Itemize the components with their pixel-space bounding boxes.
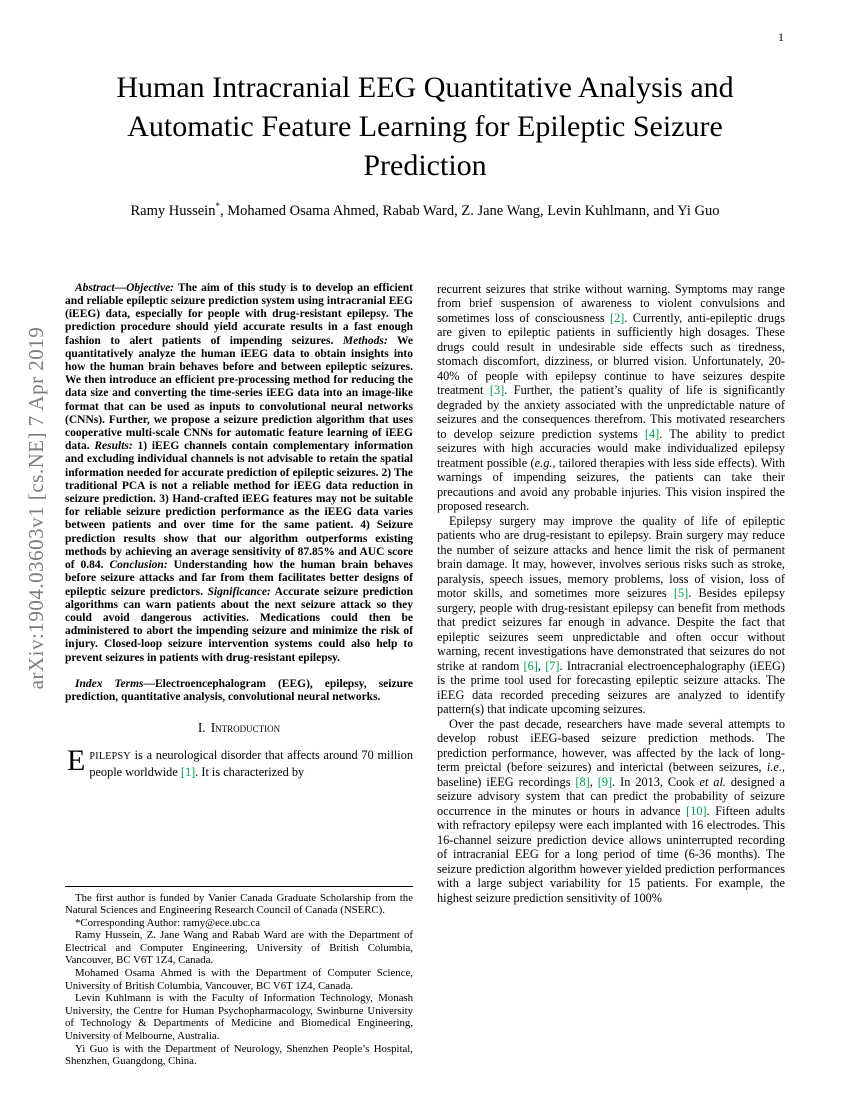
text-segment: . Intracranial electroencephalography (iEEG) is the prime tool used for forecasting epileptic seizure attacks. The iEEG data recorded preceding seizures are analyzed to identify pattern(s) that indicate upcoming seizures. bbox=[437, 658, 785, 717]
footnote-rule bbox=[65, 886, 413, 887]
section-heading-introduction bbox=[65, 720, 413, 736]
text-segment: . It is characterized by bbox=[195, 764, 305, 779]
intro-text bbox=[89, 748, 413, 779]
text-segment: . The ability to predict seizures with high accuracies would make individualized epilepsy treatment possible ( bbox=[437, 426, 785, 470]
text-segment: e.g., bbox=[534, 455, 556, 470]
text-segment: Understanding how the human brain behaves before seizure attacks and far from them facilitates better designs of epileptic seizure predictors. bbox=[65, 559, 413, 598]
text-segment: The aim of this study is to develop an efficient and reliable epileptic seizure prediction system using intracranial EEG (iEEG) data, especially for people with drug-resistant epilepsy. The prediction procedure should yield accurate results in a fast enough fashion to alert patients of impending seizures. bbox=[65, 281, 413, 347]
text-segment: Over the past decade, researchers have made several attempts to develop robust iEEG-based seizure prediction methods. The prediction performance, however, was affected by the lack of long-term preictal (before seizures) and interictal (between seizures, bbox=[437, 716, 785, 775]
citation-link[interactable]: [3] bbox=[489, 383, 505, 398]
text-segment: et al. bbox=[699, 774, 726, 789]
body-paragraph bbox=[437, 514, 785, 717]
text-segment: baseline) iEEG recordings bbox=[437, 774, 576, 789]
title-block bbox=[0, 0, 850, 220]
body-paragraph bbox=[437, 717, 785, 906]
text-segment: is a neurological disorder that affects around 70 million people worldwide bbox=[89, 748, 413, 779]
text-segment: , bbox=[537, 658, 546, 673]
section-number: I. bbox=[197, 720, 206, 736]
intro-paragraph bbox=[65, 744, 413, 779]
lead-word: PILEPSY bbox=[89, 751, 131, 763]
index-terms-paragraph bbox=[65, 678, 413, 704]
two-column-body bbox=[0, 282, 850, 1068]
citation-link[interactable]: [5] bbox=[673, 586, 689, 601]
footnotes-block bbox=[65, 886, 413, 1068]
text-segment: Significance: bbox=[207, 585, 271, 598]
text-segment: We quantitatively analyze the human iEEG data to obtain insights into how the human brain behaves before and between epileptic seizures. We then introduce an efficient pre-processing method for reducing the data size and converting the time-series iEEG data into an image-like format that can be used as inputs to convolutional neural networks (CNNs). Further, we propose a seizure prediction algorithm that uses cooperative multi-scale CNNs for automatic feature learning of iEEG data. bbox=[65, 334, 413, 453]
arxiv-stamp: arXiv:1904.03603v1 [cs.NE] 7 Apr 2019 bbox=[24, 326, 48, 690]
right-column bbox=[437, 282, 785, 1068]
text-segment: Results: bbox=[94, 440, 133, 453]
text-segment: Conclusion: bbox=[109, 559, 168, 572]
footnote-affiliation-shenzhen: Yi Guo is with the Department of Neurology, Shenzhen People’s Hospital, Shenzhen, Guangdong, China. bbox=[65, 1042, 413, 1068]
corresponding-author-asterisk: * bbox=[215, 201, 220, 211]
text-segment: tailored therapies with less side effects). With warnings of impending seizures, the patients can take their precautions and avoid any probable injuries. This vision inspired the proposed research. bbox=[437, 455, 785, 514]
dropcap-letter: E bbox=[67, 744, 86, 778]
citation-link[interactable]: [4] bbox=[644, 426, 660, 441]
author-name: Ramy Hussein bbox=[130, 202, 216, 219]
citation-link[interactable]: [10] bbox=[686, 803, 707, 818]
citation-link[interactable]: [1] bbox=[180, 764, 196, 779]
text-segment: —Electroencephalogram (EEG), epilepsy, seizure prediction, quantitative analysis, convolutional neural networks. bbox=[65, 677, 413, 703]
footnote-affiliation-monash: Levin Kuhlmann is with the Faculty of Information Technology, Monash University, the Centre for Human Psychopharmacology, Swinburne University of Technology & Departments of Medicine and Biomedical Engineering, University of Melbourne, Australia. bbox=[65, 992, 413, 1043]
footnote-affiliation-ubc-cs: Mohamed Osama Ahmed is with the Department of Computer Science, University of British Columbia, Vancouver, BC V6T 1Z4, Canada. bbox=[65, 967, 413, 992]
text-segment: Methods: bbox=[342, 334, 388, 347]
text-segment: . Currently, anti-epileptic drugs are given to epileptic patients in sufficiently high dosages. These drugs could result in undesirable side effects such as tiredness, stomach discomfort, dizziness, or blurred vision. Unfortunately, 20-40% of people with epilepsy continue to have seizures despite treatment bbox=[437, 310, 785, 398]
citation-link[interactable]: [7] bbox=[545, 658, 560, 673]
citation-link[interactable]: [2] bbox=[609, 310, 625, 325]
text-segment: designed a seizure advisory system that can predict the probability of seizure occurrence in the minutes or hours in advance bbox=[437, 774, 785, 818]
footnote-affiliation-ubc-ece: Ramy Hussein, Z. Jane Wang and Rabab Ward are with the Department of Electrical and Computer Engineering, University of British Columbia, Vancouver, BC V6T 1Z4, Canada. bbox=[65, 929, 413, 967]
text-segment: recurrent seizures that strike without warning. Symptoms may range from brief suspension of awareness to violent convulsions and sometimes loss of consciousness bbox=[437, 281, 785, 325]
page-number: 1 bbox=[778, 30, 784, 44]
text-segment: . Besides epilepsy surgery, people with drug-resistant epilepsy can benefit from methods that predict seizures far enough in advance. Despite the fact that epileptic seizures seem unpredictable and often occur without warning, recent investigations have demonstrated that seizures do not strike at random bbox=[437, 586, 785, 673]
footnote-funding: The first author is funded by Vanier Canada Graduate Scholarship from the Natural Sciences and Engineering Research Council of Canada (NSERC). bbox=[65, 891, 413, 917]
body-paragraph bbox=[437, 282, 785, 514]
footnote-corresponding-author: *Corresponding Author: ramy@ece.ubc.ca bbox=[75, 916, 261, 929]
section-title: Introduction bbox=[210, 720, 281, 736]
citation-link[interactable]: [9] bbox=[597, 774, 613, 789]
authors-rest: , Mohamed Osama Ahmed, Rabab Ward, Z. Jane Wang, Levin Kuhlmann, and Yi Guo bbox=[219, 202, 720, 219]
citation-link[interactable]: [6] bbox=[523, 658, 538, 673]
text-segment: i.e., bbox=[766, 760, 785, 775]
paper-title: Human Intracranial EEG Quantitative Analysis and Automatic Feature Learning for Epileptic Seizure Prediction bbox=[116, 71, 734, 182]
text-segment: 1) iEEG channels contain complementary information and excluding individual channels is not advisable to retain the spatial information needed for accurate prediction of epileptic seizures. 2) The traditional PCA is not a reliable method for iEEG data reduction in seizure prediction. 3) Hand-crafted iEEG features may not be suitable for reliable seizure prediction performance as the iEEG data varies between patients and over time for the same patient. 4) Seizure prediction results show that our algorithm outperforms existing methods by achieving an average sensitivity of 87.85% and AUC score of 0.84. bbox=[65, 440, 413, 572]
abstract-paragraph bbox=[65, 282, 413, 665]
text-segment: Index Terms bbox=[75, 677, 144, 690]
text-segment: . In 2013, Cook bbox=[612, 774, 700, 789]
text-segment: . Fifteen adults with refractory epilepsy were each implanted with 16 electrodes. This 16-channel seizure prediction device allows uninterrupted recording of intracranial EEG for a long period of time (6-36 months). The seizure prediction algorithm however yielded prediction performances with a large subject variability for 15 patients. For example, the highest seizure prediction sensitivity of 100% bbox=[437, 803, 785, 905]
left-column bbox=[65, 282, 413, 1068]
text-segment: Epilepsy surgery may improve the quality of life of epileptic patients who are drug-resistant to epilepsy. Brain surgery may reduce the number of seizure attacks and hence limit the risk of permanent brain damage. It may, however, involves serious risks such as stroke, paralysis, speech issues, memory problems, loss of vision, loss of motor skills, and sometimes more seizures bbox=[437, 513, 785, 601]
text-segment: Abstract—Objective: bbox=[75, 281, 175, 294]
text-segment: Accurate seizure prediction algorithms can warn patients about the next seizure attack so they could avoid dangerous activities. Medications could then be administered to abort the impending seizure and minimize the risk of injury. Closed-loop seizure intervention systems could also help to prevent seizures in patients with drug-resistant epilepsy. bbox=[65, 585, 413, 664]
citation-link[interactable]: [8] bbox=[575, 774, 590, 789]
authors-line bbox=[0, 201, 850, 220]
text-segment: , bbox=[589, 774, 598, 789]
text-segment: . Further, the patient’s quality of life is significantly degraded by the anxiety associated with the unpredictable nature of seizures and the consequences therefrom. This motivated researchers to develop seizure prediction systems bbox=[437, 383, 785, 441]
